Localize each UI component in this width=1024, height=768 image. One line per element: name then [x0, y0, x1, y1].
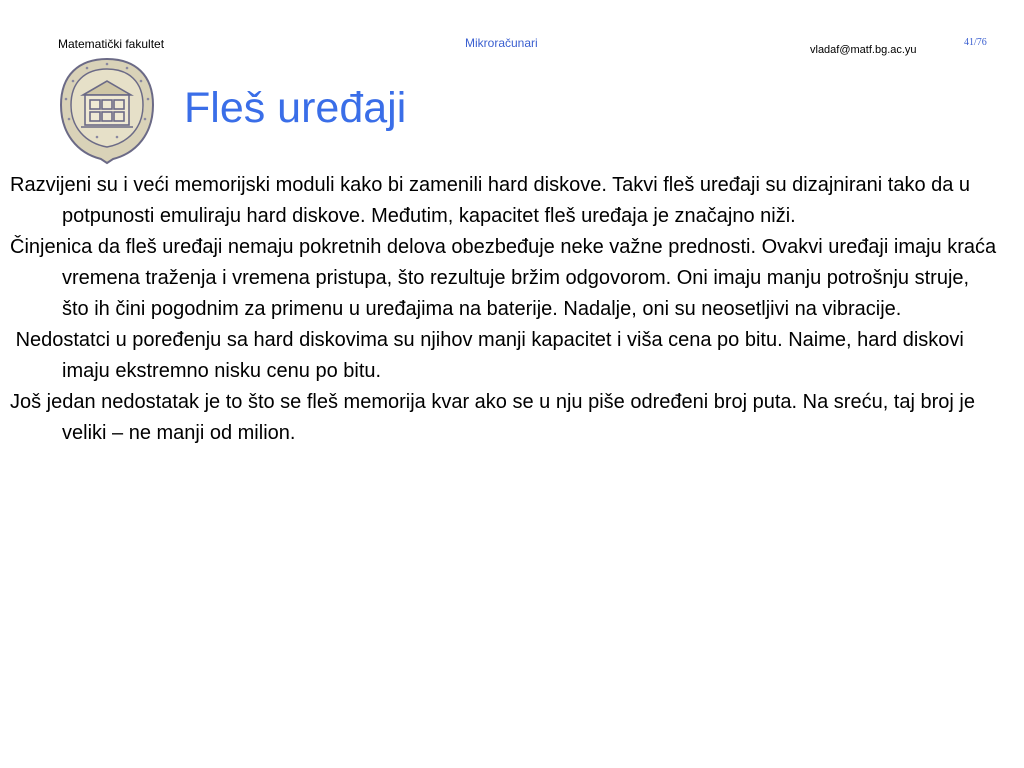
- paragraph-3: Nedostatci u poređenju sa hard diskovima su njihov manji kapacitet i viša cena po bitu. Naime, hard diskovi imaju ekstremno nisku cenu po bitu.: [10, 329, 970, 382]
- paragraph-4: Još jedan nedostatak je to što se fleš memorija kvar ako se u nju piše određeni broj puta. Na sreću, taj broj je veliki – ne manji od milion.: [10, 391, 975, 444]
- paragraph-2: Činjenica da fleš uređaji nemaju pokretnih delova obezbeđuje neke važne prednosti. Ovakvi uređaji imaju kraća vremena traženja i vremena pristupa, što rezultuje bržim odgovorom. Oni imaju manju potrošnju struje, što ih čini pogodnim za primenu u uređajima na baterije. Nadalje, oni su neosetljivi na vibracije.: [10, 236, 997, 320]
- slide-body: [10, 170, 1000, 449]
- author-email: vladaf@matf.bg.ac.yu: [810, 44, 917, 56]
- university-seal-icon: [57, 55, 157, 165]
- course-name: Mikroračunari: [465, 36, 538, 50]
- page-counter: 41/76: [964, 37, 987, 48]
- paragraph-1: Razvijeni su i veći memorijski moduli kako bi zamenili hard diskove. Takvi fleš uređaji su dizajnirani tako da u potpunosti emuliraju hard diskove. Međutim, kapacitet fleš uređaja je značajno niži.: [10, 174, 971, 227]
- institution-name: Matematički fakultet: [58, 37, 165, 51]
- slide-title: Fleš uređaji: [184, 84, 407, 132]
